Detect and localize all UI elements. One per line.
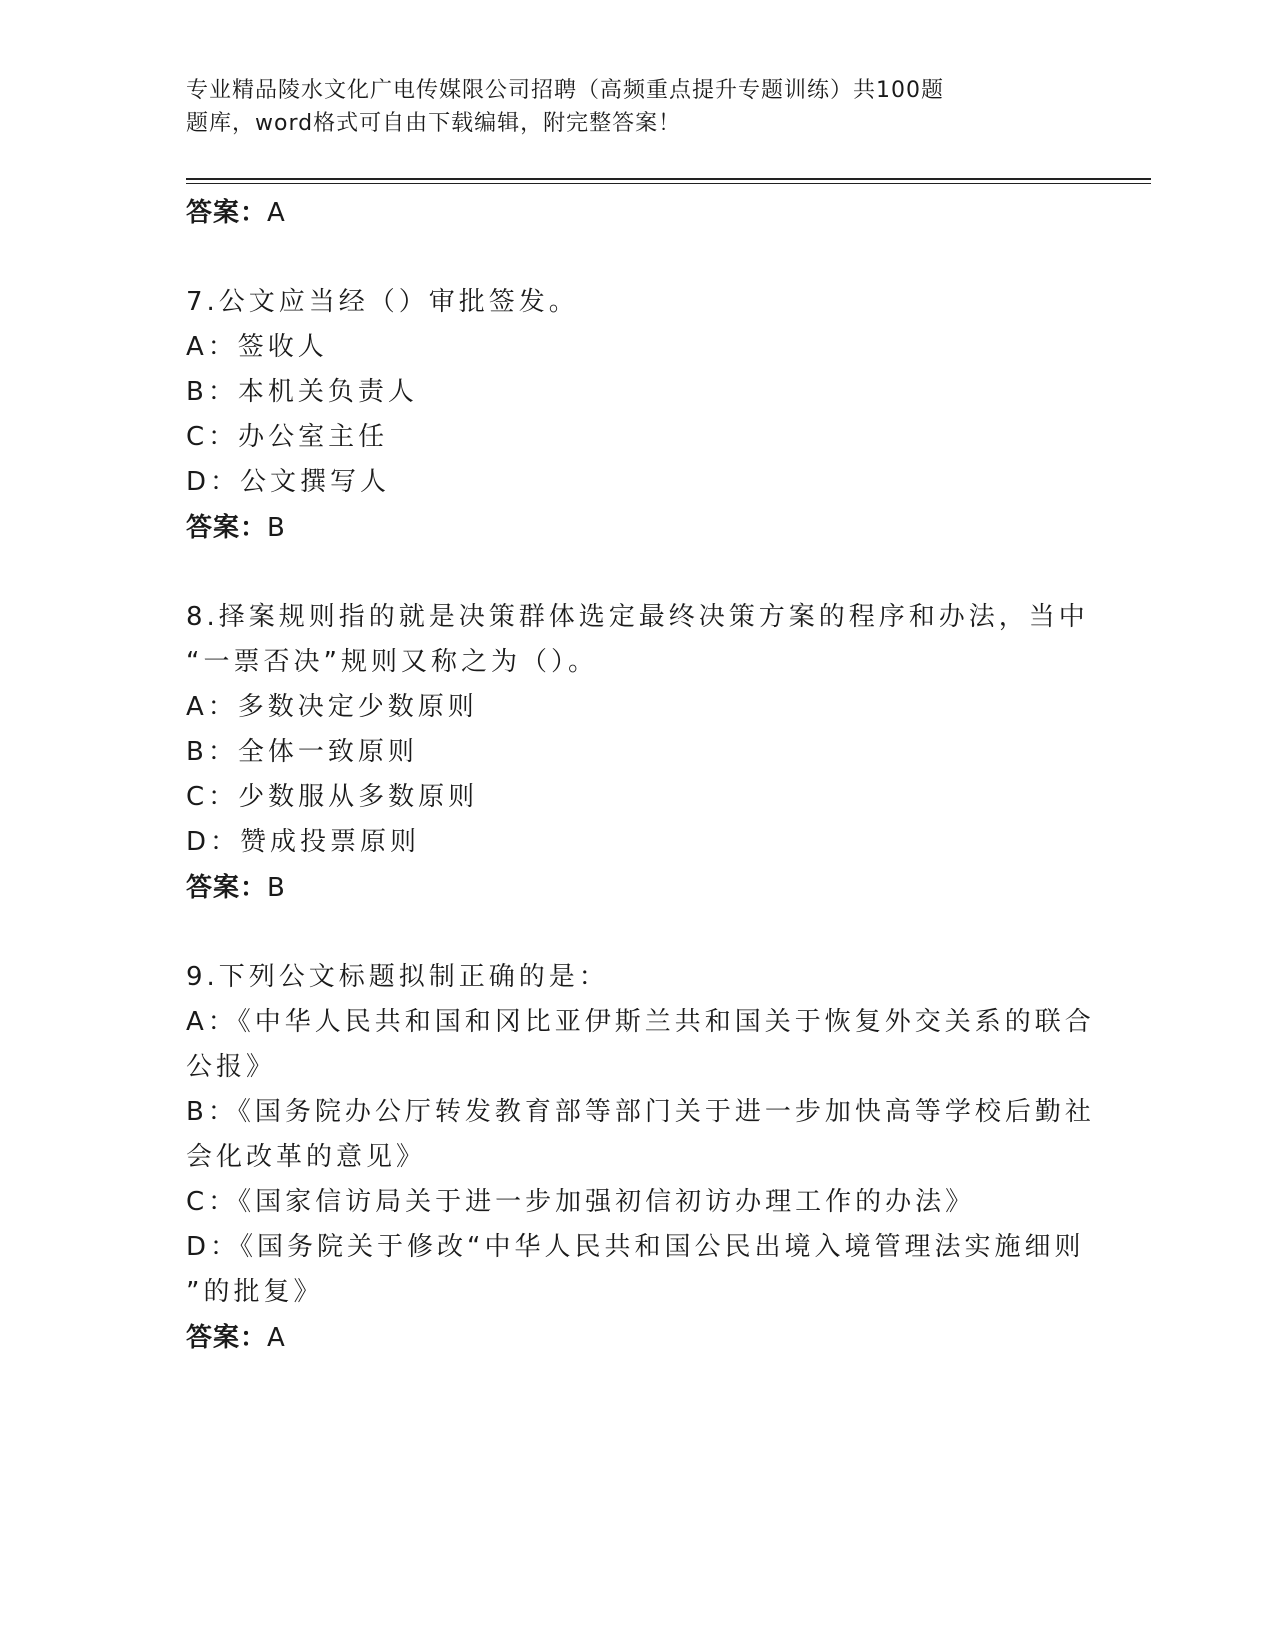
answer-line (186, 1315, 1151, 1361)
answer-line (186, 505, 1151, 551)
option-b-cont (186, 1135, 1151, 1180)
option-text: D：公文撰写人 (186, 467, 391, 497)
option-text: B：全体一致原则 (186, 737, 418, 767)
question-block (186, 595, 1151, 911)
question-text (186, 640, 1151, 685)
question-text (186, 595, 1151, 640)
question-text-line: 8.择案规则指的就是决策群体选定最终决策方案的程序和办法，当中 (186, 602, 1089, 632)
option-text: B：《国务院办公厅转发教育部等部门关于进一步加快高等学校后勤社 (186, 1097, 1095, 1127)
answer-value: A (267, 1323, 286, 1353)
option-a (186, 685, 1151, 730)
question-text-line: 9.下列公文标题拟制正确的是： (186, 962, 609, 992)
option-a-cont (186, 1045, 1151, 1090)
option-c (186, 775, 1151, 820)
option-text: A：签收人 (186, 332, 328, 362)
option-text: A：《中华人民共和国和冈比亚伊斯兰共和国关于恢复外交关系的联合 (186, 1007, 1095, 1037)
answer-value: B (267, 513, 286, 543)
option-text: ”的批复》 (186, 1277, 324, 1307)
header-divider-thick (186, 178, 1151, 180)
option-text: D：赞成投票原则 (186, 827, 421, 857)
question-text (186, 955, 1151, 1000)
answer-label: 答案： (186, 513, 268, 543)
option-a (186, 1000, 1151, 1045)
question-block (186, 955, 1151, 1361)
answer-line (186, 190, 1151, 236)
question-text (186, 280, 1151, 325)
answer-value: A (267, 198, 286, 228)
question-list (186, 190, 1151, 1361)
option-b (186, 730, 1151, 775)
option-d (186, 1225, 1151, 1270)
document-header (186, 74, 1106, 140)
header-divider-thin (186, 183, 1151, 184)
option-b (186, 1090, 1151, 1135)
option-text: C：少数服从多数原则 (186, 782, 479, 812)
option-text: D：《国务院关于修改“中华人民共和国公民出境入境管理法实施细则 (186, 1232, 1085, 1262)
answer-label: 答案： (186, 1323, 268, 1353)
option-a (186, 325, 1151, 370)
answer-label: 答案： (186, 873, 268, 903)
option-text: 公报》 (186, 1052, 277, 1082)
option-c (186, 1180, 1151, 1225)
spacer (186, 236, 1151, 280)
option-b (186, 370, 1151, 415)
option-text: C：《国家信访局关于进一步加强初信初访办理工作的办法》 (186, 1187, 976, 1217)
question-text-line: “一票否决”规则又称之为（）。 (186, 647, 598, 677)
header-line-1: 专业精品陵水文化广电传媒限公司招聘（高频重点提升专题训练）共100题 (186, 78, 944, 103)
option-d (186, 460, 1151, 505)
spacer (186, 551, 1151, 595)
option-text: B：本机关负责人 (186, 377, 418, 407)
option-text: A：多数决定少数原则 (186, 692, 478, 722)
header-line-2: 题库，word格式可自由下载编辑，附完整答案！ (186, 111, 682, 136)
option-text: C：办公室主任 (186, 422, 389, 452)
answer-label: 答案： (186, 198, 268, 228)
answer-line (186, 865, 1151, 911)
option-c (186, 415, 1151, 460)
option-d (186, 820, 1151, 865)
option-text: 会化改革的意见》 (186, 1142, 427, 1172)
question-block (186, 280, 1151, 551)
option-d-cont (186, 1270, 1151, 1315)
question-text-line: 7.公文应当经（）审批签发。 (186, 287, 579, 317)
answer-value: B (267, 873, 286, 903)
spacer (186, 911, 1151, 955)
